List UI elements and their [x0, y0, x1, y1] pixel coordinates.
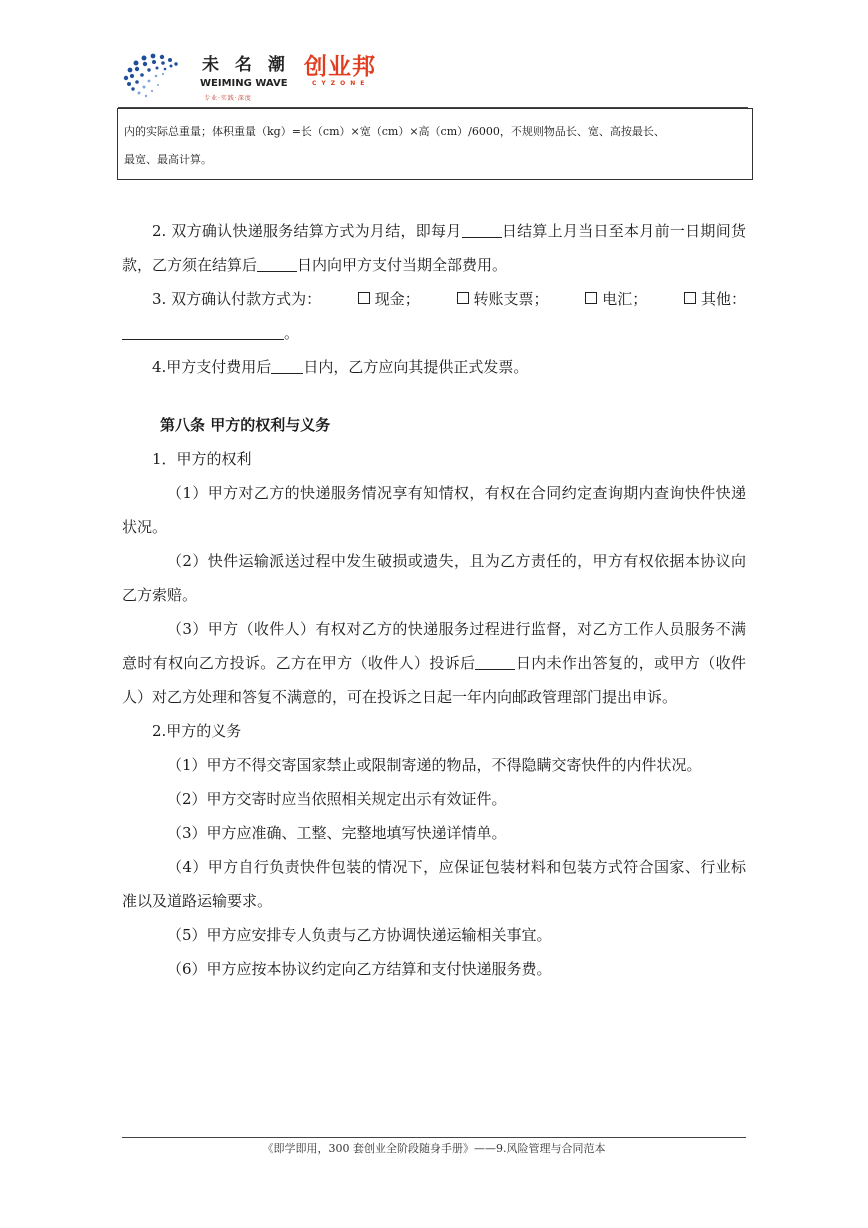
cyzone-logo: [304, 54, 376, 87]
duty-5: （5）甲方应安排专人负责与乙方协调快递运输相关事宜。: [167, 926, 552, 944]
right-2: （2）快件运输派送过程中发生破损或遗失，且为乙方责任的，甲方有权依据本协议向乙方索赔。: [122, 552, 746, 604]
clause-4: [122, 350, 746, 384]
option-wire: [585, 282, 647, 316]
blank-field: [271, 357, 303, 374]
footer-divider: [122, 1137, 746, 1138]
cyzone-logo-en: CYZONE: [312, 80, 370, 87]
clause-4-text-a: 4.甲方支付费用后: [152, 358, 272, 376]
checkbox-icon: [684, 292, 696, 304]
checkbox-icon: [585, 292, 597, 304]
option-check: [457, 282, 549, 316]
checkbox-icon: [358, 292, 370, 304]
cyzone-logo-cn: 创业邦: [304, 54, 376, 80]
clause-3-lead: 3. 双方确认付款方式为：: [152, 290, 322, 308]
rights-title: 1．甲方的权利: [152, 450, 252, 468]
blank-field: [462, 221, 502, 238]
blank-field: [475, 653, 515, 670]
clause-3-other-line: [122, 316, 746, 350]
right-1: （1）甲方对乙方的快递服务情况享有知情权，有权在合同约定查询期内查询快件快递状况。: [122, 484, 746, 536]
blank-field: [122, 323, 284, 340]
option-cash-label: 现金；: [374, 290, 420, 308]
blank-field: [257, 255, 297, 272]
option-wire-label: 电汇；: [602, 290, 648, 308]
brand-tagline: 专业·实践·深度: [204, 95, 252, 102]
page-header: [118, 40, 748, 108]
duties-title: 2.甲方的义务: [152, 722, 242, 740]
document-body: [122, 214, 746, 986]
option-cash: [358, 282, 420, 316]
option-other-label: 其他：: [700, 290, 746, 308]
checkbox-icon: [457, 292, 469, 304]
clause-4-text-b: 日内，乙方应向其提供正式发票。: [303, 358, 529, 376]
brand-name-cn: 未 名 潮: [202, 55, 290, 75]
duty-4: （4）甲方自行负责快件包装的情况下，应保证包装材料和包装方式符合国家、行业标准以及道路运输要求。: [122, 858, 746, 910]
option-check-label: 转账支票；: [473, 290, 549, 308]
right-3-text-a: （3）甲方（收件人）有权对乙方的快递服务过程进行监督，对乙方工作人员服务不满意时有权向乙方投诉。乙方在甲方（收件人）投诉后: [122, 620, 746, 672]
right-3-text-b: 日内未作出答复的，或甲方（收件人）对乙方处理和答复不满意的，可在投诉之日起一年内向邮政管理部门提出申诉。: [122, 654, 746, 706]
duty-2: （2）甲方交寄时应当依照相关规定出示有效证件。: [167, 790, 507, 808]
weiming-wave-logo-icon: [118, 48, 190, 104]
duty-3: （3）甲方应准确、工整、完整地填写快递详情单。: [167, 824, 507, 842]
clause-2-text-b: 日结算上月当日至本月前: [501, 222, 670, 240]
right-3: [122, 612, 746, 714]
clause-2-text-d: 日内向甲方支付当期全部费用。: [297, 256, 508, 274]
clause-2-text-a: 2. 双方确认快递服务结算方式为月结，即每月: [152, 222, 462, 240]
clause-2-text-c: 一日期间货款，乙方须在结算后: [122, 222, 746, 274]
clause-2: [122, 214, 746, 282]
clause-3-end: 。: [284, 324, 300, 342]
duty-1: （1）甲方不得交寄国家禁止或限制寄递的物品，不得隐瞒交寄快件的内件状况。: [167, 756, 702, 774]
article-8-title: 第八条 甲方的权利与义务: [160, 416, 331, 434]
page-footer: 《即学即用，300 套创业全阶段随身手册》——9.风险管理与合同范本: [262, 1142, 606, 1155]
spacer: [122, 384, 746, 408]
note-line-2: 最宽、最高计算。: [124, 153, 212, 166]
brand-name-en: WEIMING WAVE: [200, 78, 288, 89]
duty-6: （6）甲方应按本协议约定向乙方结算和支付快递服务费。: [167, 960, 552, 978]
clause-3: [122, 282, 746, 316]
bordered-note-box: [117, 108, 753, 180]
note-line-1: 内的实际总重量；体积重量（kg）=长（cm）×宽（cm）×高（cm）/6000，不规则物品长、宽、高按最长、: [124, 125, 665, 138]
option-other: [684, 282, 746, 316]
